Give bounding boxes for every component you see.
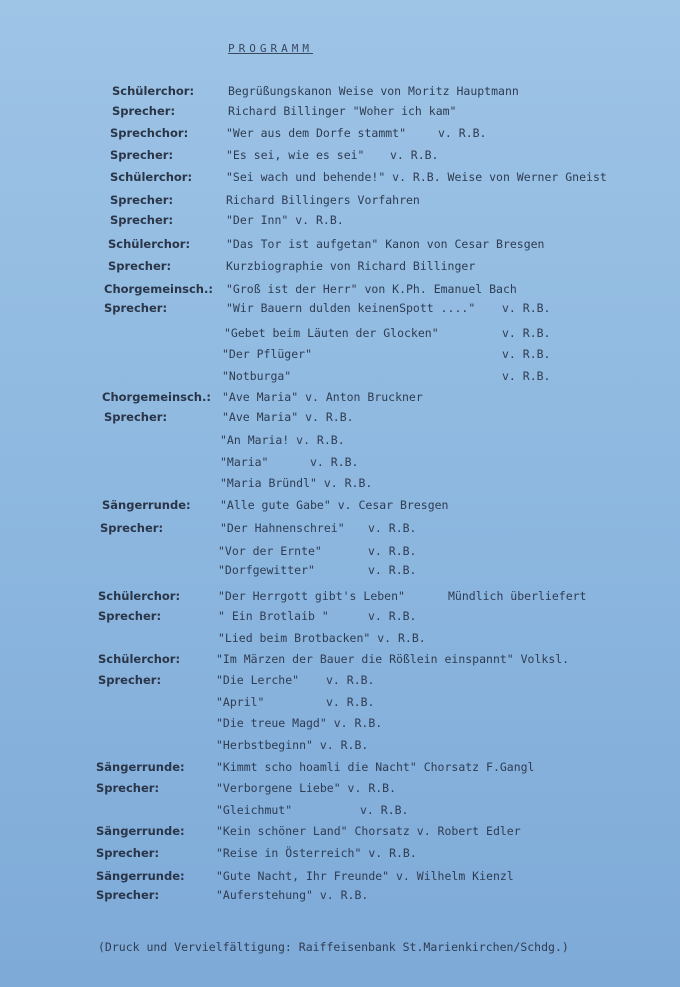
program-item-title: "Dorfgewitter" [218,563,315,577]
program-item-credit: v. R.B. [368,521,417,535]
program-item-credit: v. R.B. [502,326,551,340]
program-item-title: "Es sei, wie es sei" [226,148,365,162]
performer-label: Schülerchor: [112,84,195,98]
program-row [0,126,680,144]
program-row [0,589,680,607]
program-item-title: "Alle gute Gabe" v. Cesar Bresgen [220,498,449,512]
performer-label: Sängerrunde: [96,760,185,774]
performer-label: Sprecher: [104,410,168,424]
program-item-title: "Maria" [220,455,269,469]
program-row [0,326,680,344]
program-row [0,673,680,691]
program-item-title: "Ave Maria" v. R.B. [222,410,354,424]
performer-label: Sprecher: [104,301,168,315]
program-item-title: Richard Billinger "Woher ich kam" [228,104,457,118]
program-row [0,148,680,166]
program-item-title: "Das Tor ist aufgetan" Kanon von Cesar Bresgen [226,237,545,251]
program-row [0,369,680,387]
program-item-credit: v. R.B. [438,126,487,140]
program-row [0,301,680,319]
program-item-credit: v. R.B. [310,455,359,469]
program-item-title: "Notburga" [222,369,292,383]
program-item-title: "An Maria! v. R.B. [220,433,345,447]
program-item-title: "Auferstehung" v. R.B. [216,888,369,902]
program-item-title: Begrüßungskanon Weise von Moritz Hauptmann [228,84,519,98]
program-item-title: "Verborgene Liebe" v. R.B. [216,781,397,795]
program-item-title: "Der Inn" v. R.B. [226,213,344,227]
program-item-credit: Mündlich überliefert [448,589,587,603]
program-item-title: "Sei wach und behende!" v. R.B. Weise von Werner Gneist [226,170,607,184]
program-item-credit: v. R.B. [502,301,551,315]
program-row [0,498,680,516]
program-item-credit: v. R.B. [368,563,417,577]
performer-label: Sprecher: [110,148,174,162]
program-item-title: "Kimmt scho hoamli die Nacht" Chorsatz F.Gangl [216,760,535,774]
program-row [0,282,680,300]
program-item-title: "Ave Maria" v. Anton Bruckner [222,390,423,404]
program-row [0,631,680,649]
program-item-title: "Der Hahnenschrei" [220,521,345,535]
program-item-credit: v. R.B. [326,695,375,709]
program-item-title: Kurzbiographie von Richard Billinger [226,259,476,273]
program-item-credit: v. R.B. [368,609,417,623]
performer-label: Sängerrunde: [102,498,191,512]
program-row [0,170,680,188]
performer-label: Sprecher: [98,673,162,687]
performer-label: Chorgemeinsch.: [104,282,213,296]
program-item-title: "Der Herrgott gibt's Leben" [218,589,405,603]
program-item-title: "Herbstbeginn" v. R.B. [216,738,369,752]
program-row [0,544,680,562]
program-row [0,193,680,211]
program-row [0,803,680,821]
program-item-title: "Die treue Magd" v. R.B. [216,716,383,730]
program-item-credit: v. R.B. [368,544,417,558]
program-item-credit: v. R.B. [360,803,409,817]
program-row [0,347,680,365]
program-row [0,521,680,539]
program-row [0,738,680,756]
program-row [0,237,680,255]
program-item-title: "Wer aus dem Dorfe stammt" [226,126,407,140]
program-item-credit: v. R.B. [326,673,375,687]
program-item-title: "Maria Bründl" v. R.B. [220,476,373,490]
program-item-credit: v. R.B. [502,347,551,361]
performer-label: Sängerrunde: [96,824,185,838]
program-item-title: "Groß ist der Herr" von K.Ph. Emanuel Bach [226,282,517,296]
program-row [0,563,680,581]
program-row [0,390,680,408]
performer-label: Sprecher: [96,888,160,902]
program-item-title: "Gebet beim Läuten der Glocken" [224,326,439,340]
program-item-title: "Lied beim Brotbacken" v. R.B. [218,631,426,645]
print-credit-footer: (Druck und Vervielfältigung: Raiffeisenbank St.Marienkirchen/Schdg.) [98,940,569,954]
program-row [0,259,680,277]
performer-label: Sprecher: [110,213,174,227]
program-row [0,695,680,713]
program-title: PROGRAMM [228,42,313,55]
performer-label: Schülerchor: [108,237,191,251]
program-row [0,652,680,670]
program-item-title: Richard Billingers Vorfahren [226,193,420,207]
performer-label: Sprecher: [96,781,160,795]
performer-label: Schülerchor: [98,589,181,603]
program-row [0,84,680,102]
performer-label: Sprecher: [112,104,176,118]
program-row [0,716,680,734]
program-row [0,888,680,906]
performer-label: Sprecher: [96,846,160,860]
program-item-title: "Wir Bauern dulden keinenSpott ...." [226,301,476,315]
program-item-credit: v. R.B. [390,148,439,162]
program-row [0,104,680,122]
performer-label: Schülerchor: [98,652,181,666]
program-row [0,213,680,231]
performer-label: Sprecher: [110,193,174,207]
program-item-credit: v. R.B. [502,369,551,383]
program-row [0,760,680,778]
program-row [0,781,680,799]
program-item-title: "Der Pflüger" [222,347,313,361]
program-item-title: " Ein Brotlaib " [218,609,329,623]
program-item-title: "Kein schöner Land" Chorsatz v. Robert Edler [216,824,521,838]
program-item-title: "Im Märzen der Bauer die Rößlein einspannt" Volksl. [216,652,570,666]
program-row [0,455,680,473]
performer-label: Sprecher: [100,521,164,535]
performer-label: Schülerchor: [110,170,193,184]
program-row [0,824,680,842]
performer-label: Sprecher: [98,609,162,623]
program-item-title: "Reise in Österreich" v. R.B. [216,846,417,860]
program-row [0,869,680,887]
program-item-title: "Die Lerche" [216,673,300,687]
program-item-title: "Gleichmut" [216,803,293,817]
performer-label: Sängerrunde: [96,869,185,883]
program-row [0,846,680,864]
performer-label: Sprecher: [108,259,172,273]
program-item-title: "Gute Nacht, Ihr Freunde" v. Wilhelm Kienzl [216,869,514,883]
program-item-title: "Vor der Ernte" [218,544,322,558]
program-row [0,476,680,494]
program-row [0,609,680,627]
program-row [0,433,680,451]
performer-label: Sprechchor: [110,126,189,140]
performer-label: Chorgemeinsch.: [102,390,211,404]
program-row [0,410,680,428]
program-item-title: "April" [216,695,265,709]
